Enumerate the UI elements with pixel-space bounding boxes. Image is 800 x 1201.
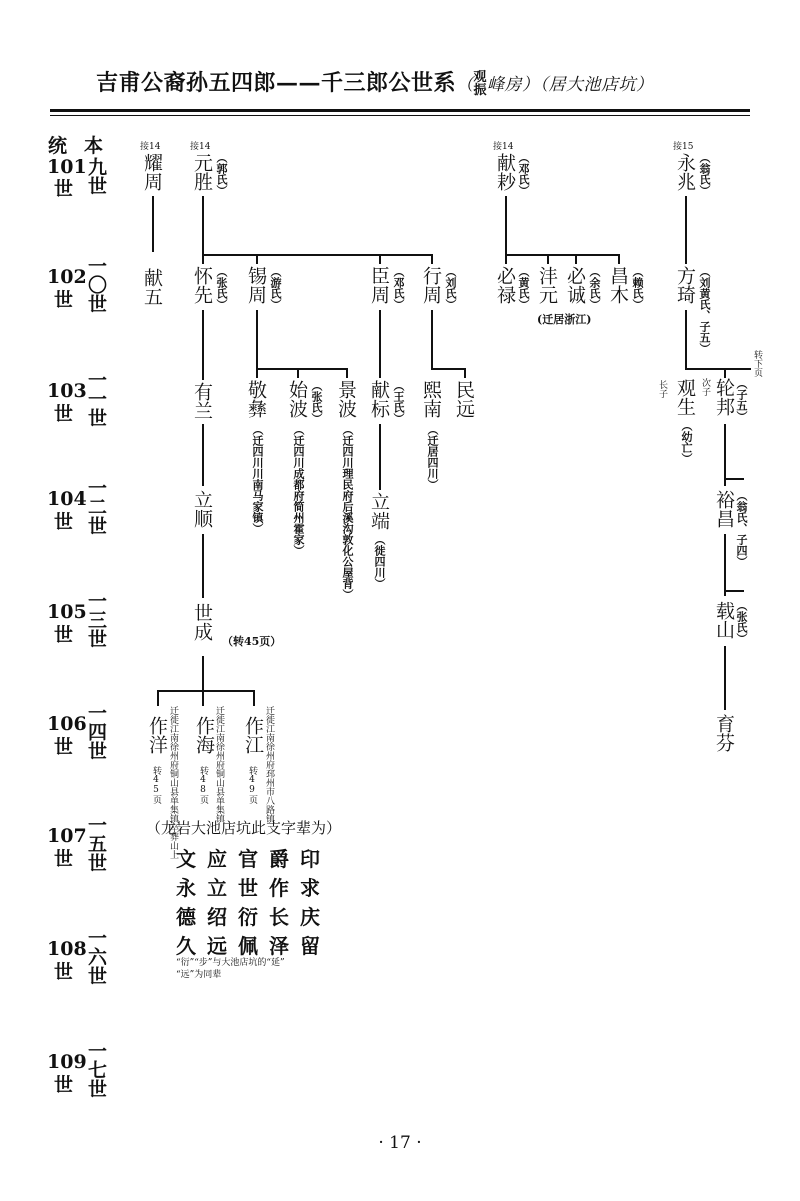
line-lunbang-yuchang: [724, 424, 726, 486]
note-zuoyang: 迁徙江南徐州府铜山县单集镇卒葬山上: [168, 706, 178, 859]
line-to-lunbang: [724, 368, 726, 378]
gen-102-shi: 世: [54, 289, 74, 311]
zibei-footnote-2: “远”为同辈: [176, 970, 222, 980]
gen-106-num: 106: [47, 713, 87, 735]
spouse-huaixian: （张氏）: [215, 266, 228, 310]
zibei-row-4: 久远佩泽留: [176, 934, 331, 958]
ref-zuojiang: 转49页: [247, 766, 257, 804]
page-title: [96, 66, 654, 97]
ref-jie14-yuansheng: 接14: [190, 142, 211, 152]
gen-108-num: 108: [47, 938, 87, 960]
title-subtitle-stack: [474, 71, 488, 97]
title-main: 吉甫公裔孙五四郎——千三郎公世系: [96, 70, 457, 96]
line-to-huaixian: [202, 254, 204, 264]
gen-102-num: 102: [47, 266, 87, 288]
line-to-jingzhi: [256, 368, 258, 378]
spouse-chenzhou: （邓氏）: [392, 266, 405, 310]
person-jingzhi: 敬彝: [245, 380, 267, 418]
person-yongzhao: 永兆: [674, 153, 696, 191]
gen-103-num: 103: [47, 380, 87, 402]
gen-103-ben: 一一世: [85, 370, 107, 427]
person-chenzhou: 臣周: [368, 266, 390, 304]
person-xianzhi: 献耖: [494, 153, 516, 191]
ref-jie14-xianzhi: 接14: [493, 142, 514, 152]
gen-109-shi: 世: [54, 1074, 74, 1096]
person-zaishan: 载山: [713, 601, 735, 639]
person-zuojiang: 作江: [242, 716, 264, 754]
person-youlan: 有兰: [191, 382, 213, 420]
person-guansheng: 观生: [674, 378, 696, 416]
gen-109-num: 109: [47, 1051, 87, 1073]
line-shicheng-children: [157, 690, 254, 692]
person-fangqi: 方琦: [674, 266, 696, 304]
note-jingzhi: （迁四川川南马家镇）: [251, 424, 264, 534]
line-yuchang-zaishan: [724, 534, 726, 596]
header-rule-thick: [50, 109, 750, 112]
person-xizhou: 锡周: [245, 266, 267, 304]
line-to-chenzhou: [379, 254, 381, 264]
line-to-jingbo: [346, 368, 348, 378]
spouse-bilu: （黄氏）: [517, 266, 530, 310]
note-shicheng: （转45页）: [222, 635, 282, 648]
zibei-footnote-1: “衍”“步”与大池店坑的“延”: [176, 958, 285, 968]
line-xizhou-down: [256, 310, 258, 368]
person-xianwu: 献五: [141, 268, 163, 306]
line-to-xizhou: [256, 254, 258, 264]
gen-107-shi: 世: [54, 848, 74, 870]
line-shicheng-down: [202, 656, 204, 690]
spouse-xizhou: （游氏）: [269, 266, 282, 310]
person-shibo: 始波: [286, 380, 308, 418]
title-subtitle-open: （: [456, 75, 474, 95]
gen-108-shi: 世: [54, 961, 74, 983]
line-to-zuohai: [202, 690, 204, 706]
spouse-shibo: （张氏）: [310, 380, 323, 424]
line-xianzhi-children: [505, 254, 619, 256]
gen-105-shi: 世: [54, 624, 74, 646]
person-changmu: 昌木: [607, 266, 629, 304]
note-liduan: （徙四川）: [373, 534, 386, 589]
line-xianzhi-down: [505, 196, 507, 254]
note-zuohai: 迁徙江南徐州府铜山县单集镇: [214, 706, 224, 823]
title-subtitle-bottom: 振: [473, 83, 488, 98]
spouse-yongzhao: （翁氏）: [698, 152, 711, 196]
ref-zuohai: 转48页: [198, 766, 208, 804]
note-zhuanxia: 转下页: [752, 350, 762, 377]
gen-106-ben: 一四世: [85, 703, 107, 760]
ref-zuoyang: 转45页: [151, 766, 161, 804]
title-subtitle-top: 观: [473, 70, 488, 85]
person-lishun: 立顺: [191, 490, 213, 528]
line-fangqi-children: [685, 368, 751, 370]
line-huaixian-youlan: [202, 310, 204, 380]
person-xianbiao: 献标: [368, 380, 390, 418]
note-jingbo: （迁四川理民府后溪沟敦化公屋背）: [341, 424, 354, 600]
title-subtitle-rest: 峰房）（居大池店坑）: [487, 75, 654, 95]
line-xizhou-children: [256, 368, 347, 370]
person-yuansheng: 元胜: [191, 153, 213, 191]
person-xinan: 熙南: [420, 380, 442, 418]
person-bicheng: 必诚: [564, 266, 586, 304]
spouse-xianzhi: （邓氏）: [517, 152, 530, 196]
person-yuchang: 裕昌: [713, 490, 735, 528]
gen-109-ben: 一七世: [85, 1041, 107, 1098]
line-to-fengyuan: [547, 254, 549, 264]
gen-101-shi: 世: [54, 178, 74, 200]
zibei-heading: （龙岩大池店坑此支字辈为）: [146, 819, 342, 837]
note-fengyuan: (迁居浙江): [537, 313, 592, 326]
spouse-yuansheng: （郭氏）: [215, 152, 228, 196]
note-zuojiang: 迁徙江南徐州府邳州市八路镇: [264, 706, 274, 823]
ref-jie15-yongzhao: 接15: [673, 142, 694, 152]
note-shibo: （迁四川成都府简州霍家）: [292, 424, 305, 556]
gen-104-shi: 世: [54, 511, 74, 533]
gen-label-tong: 统: [48, 135, 68, 157]
gen-103-shi: 世: [54, 403, 74, 425]
line-to-bicheng: [575, 254, 577, 264]
line-chenzhou-xianbiao: [379, 310, 381, 378]
zibei-row-1: 文应官爵印: [176, 847, 331, 871]
note-xinan: （迁居四川）: [426, 424, 439, 490]
spouse-fangqi: （刘黄氏、子五）: [698, 266, 711, 354]
page-number: · 17 ·: [378, 1133, 422, 1153]
spouse-xianbiao: （王氏）: [392, 380, 405, 424]
zibei-row-3: 德绍衍长庆: [176, 905, 331, 929]
spouse-bicheng: （余氏）: [588, 266, 601, 310]
spouse-zaishan: （张氏）: [735, 600, 748, 644]
gen-106-shi: 世: [54, 736, 74, 758]
gen-105-num: 105: [47, 601, 87, 623]
line-to-minyuan: [464, 368, 466, 378]
gen-108-ben: 一六世: [85, 928, 107, 985]
person-yufen: 育芬: [713, 714, 735, 752]
note-lunbang: （子五）: [735, 378, 748, 422]
zibei-row-2: 永立世作求: [176, 876, 331, 900]
line-xianbiao-liduan: [379, 424, 381, 490]
ref-jie14-yaozhou: 接14: [140, 142, 161, 152]
person-minyuan: 民远: [453, 380, 475, 418]
person-huaixian: 怀先: [191, 266, 213, 304]
line-yuansheng-down: [202, 196, 204, 254]
header-rule-thin: [50, 115, 750, 116]
gen-107-ben: 一五世: [85, 815, 107, 872]
person-bilu: 必禄: [494, 266, 516, 304]
person-jingbo: 景波: [335, 380, 357, 418]
gen-104-num: 104: [47, 488, 87, 510]
label-cizi: 次子: [700, 378, 710, 396]
person-shicheng: 世成: [191, 603, 213, 641]
gen-102-ben: 一〇世: [85, 256, 107, 313]
person-lunbang: 轮邦: [713, 378, 735, 416]
spouse-xingzhou: （刘氏）: [444, 266, 457, 310]
line-fangqi-down: [685, 310, 687, 368]
gen-107-num: 107: [47, 825, 87, 847]
line-to-changmu: [618, 254, 620, 264]
spouse-changmu: （赖氏）: [631, 266, 644, 310]
gen-label-ben: 本: [84, 135, 104, 157]
note-guansheng: （幼亡）: [680, 420, 693, 464]
person-liduan: 立端: [368, 492, 390, 530]
gen-104-ben: 一二世: [85, 478, 107, 535]
line-yongzhao-fangqi: [685, 196, 687, 264]
line-to-zuoyang: [157, 690, 159, 706]
line-lunbang-branch-a: [724, 478, 744, 480]
line-yaozhou-xianwu: [152, 196, 154, 252]
line-to-xingzhou: [431, 254, 433, 264]
line-lishun-shicheng: [202, 534, 204, 598]
gen-101-num: 101: [47, 156, 87, 178]
line-zaishan-yufen: [724, 646, 726, 710]
line-yuchang-branch: [724, 590, 744, 592]
line-yuansheng-children: [202, 254, 432, 256]
line-to-bilu: [505, 254, 507, 264]
person-yaozhou: 耀周: [141, 153, 163, 191]
gen-105-ben: 一三世: [85, 591, 107, 648]
person-fengyuan: 沣元: [536, 266, 558, 304]
spouse-yuchang: （翁氏、子四）: [735, 490, 748, 567]
label-zhangzi: 长子: [657, 380, 667, 398]
line-to-shibo: [297, 368, 299, 378]
line-xingzhou-down: [431, 310, 433, 368]
person-zuohai: 作海: [193, 716, 215, 754]
line-to-zuojiang: [253, 690, 255, 706]
line-youlan-lishun: [202, 424, 204, 486]
gen-101-ben: 九世: [85, 157, 107, 195]
person-zuoyang: 作洋: [146, 716, 168, 754]
person-xingzhou: 行周: [420, 266, 442, 304]
line-xingzhou-children: [431, 368, 465, 370]
